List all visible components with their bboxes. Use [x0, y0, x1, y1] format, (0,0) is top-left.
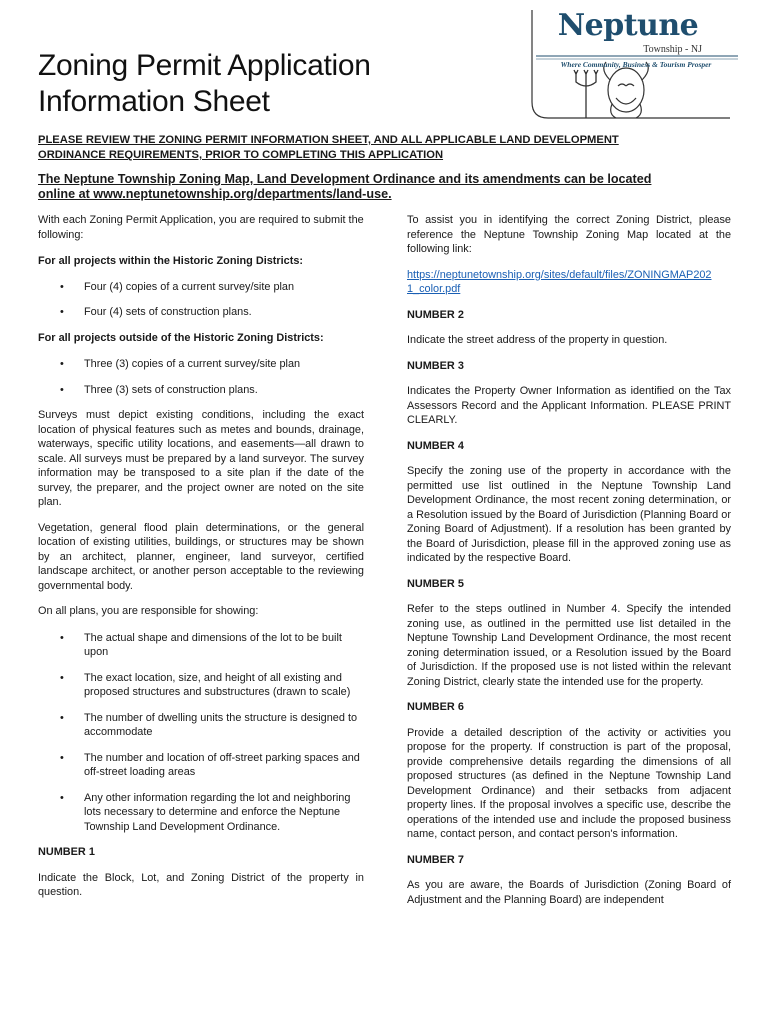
page-title [38, 48, 371, 120]
list-item: • Three (3) copies of a current survey/site plan [38, 357, 364, 372]
review-notice-line-1: PLEASE REVIEW THE ZONING PERMIT INFORMATION SHEET, AND ALL APPLICABLE LAND DEVELOPMENT [38, 134, 619, 146]
number-2-heading: NUMBER 2 [407, 308, 464, 321]
number-2-text: Indicate the street address of the property in question. [407, 334, 668, 346]
logo-wordmark: Neptune [557, 8, 699, 43]
list-item: • Four (4) copies of a current survey/site plan [38, 280, 364, 295]
number-5-text: Refer to the steps outlined in Number 4. Specify the intended zoning use, as outlined in the permitted use list detailed in the Neptune Township Land Development Ordinance, the most recent zoning determination issued, or a Resolution issued by the Board of Jurisdiction. If the proposed use is not listed within the relevant Zoning District, clearly state the intended use for the property. [407, 603, 731, 688]
number-6-text: Provide a detailed description of the activity or activities you propose for the property. If construction is part of the proposal, provide comprehensive details regarding the dimensions of all proposed structures (as defined in the Neptune Township Land Development Ordinance) and their setbacks from adjacent property lines. If the proposal involves a specific use, describe the operations of the intended use and include the proposed business name, contact person, and contact person's information. [407, 726, 731, 840]
number-1-heading: NUMBER 1 [38, 846, 95, 858]
number-6-heading: NUMBER 6 [407, 701, 464, 713]
title-line-2: Information Sheet [38, 85, 270, 118]
right-column [407, 213, 731, 907]
historic-districts-heading: For all projects within the Historic Zoning Districts: [38, 255, 304, 267]
review-notice [38, 133, 738, 163]
review-notice-line-2: ORDINANCE REQUIREMENTS, PRIOR TO COMPLETING THIS APPLICATION [38, 149, 444, 161]
number-5-heading: NUMBER 5 [407, 577, 464, 590]
logo-tagline: Where Community, Business & Tourism Prosper [560, 60, 712, 69]
zoning-map-reference: To assist you in identifying the correct Zoning District, please reference the Neptune Township Zoning Map located at the following link: [407, 214, 731, 255]
number-1-text: Indicate the Block, Lot, and Zoning District of the property in question. [38, 871, 364, 898]
zoning-map-link-line-1[interactable]: https://neptunetownship.org/sites/default/files/ZONINGMAP202 [407, 268, 712, 281]
list-item: • The exact location, size, and height of all existing and proposed structures and substructures (drawn to scale) [38, 671, 364, 700]
list-item: • The number of dwelling units the structure is designed to accommodate [38, 711, 364, 740]
number-4-heading: NUMBER 4 [407, 439, 464, 452]
list-item: • The actual shape and dimensions of the lot to be built upon [38, 631, 364, 660]
outside-historic-heading: For all projects outside of the Historic Zoning Districts: [38, 331, 324, 344]
logo-subtitle: Township - NJ [643, 44, 702, 55]
submission-intro: With each Zoning Permit Application, you are required to submit the following: [38, 214, 364, 241]
neptune-township-logo [526, 6, 746, 124]
list-item: • The number and location of off-street parking spaces and off-street loading areas [38, 751, 364, 780]
number-7-heading: NUMBER 7 [407, 853, 464, 866]
number-7-text: As you are aware, the Boards of Jurisdiction (Zoning Board of Adjustment and the Planning Board) are independent [407, 879, 731, 906]
number-4-text: Specify the zoning use of the property in accordance with the permitted use list outlined in the Neptune Township Land Development Ordinance, the most recent zoning determination, or a Resolution issued by the Board of Jurisdiction (Planning Board or Zoning Board of Adjustment). If a resolution has been granted by the Board of Jurisdiction, please fill in the approved zoning use as indicated by the respective Board. [407, 465, 731, 564]
number-3-text: Indicates the Property Owner Information as identified on the Tax Assessors Record and the Applicant Information. PLEASE PRINT CLEARLY. [407, 385, 731, 426]
zoning-map-link[interactable] [407, 268, 731, 297]
vegetation-paragraph: Vegetation, general flood plain determinations, or the general location of existing utilities, buildings, or structures may be shown by an architect, planner, engineer, land surveyor, certified landscape architect, or another person acceptable to the reviewing governmental body. [38, 521, 364, 592]
title-line-1: Zoning Permit Application [38, 49, 371, 82]
zoning-map-intro-line-1: The Neptune Township Zoning Map, Land Development Ordinance and its amendments can be located [38, 172, 652, 186]
list-item: • Any other information regarding the lot and neighboring lots necessary to determine and enforce the Neptune Township Land Development Ordinance. [38, 791, 364, 835]
list-item: • Four (4) sets of construction plans. [38, 305, 364, 320]
number-3-heading: NUMBER 3 [407, 359, 464, 372]
zoning-map-intro-line-2: online at www.neptunetownship.org/departments/land-use. [38, 187, 392, 201]
zoning-map-link-line-2[interactable]: 1_color.pdf [407, 283, 461, 295]
surveys-paragraph: Surveys must depict existing conditions, including the exact location of physical features such as metes and bounds, drainage, waterways, specific utility locations, and easements—all drawn to scale. All surveys must be prepared by a land surveyor. The survey information may be transposed to a site plan if the date of the survey, the preparer, and the project owner are noted on the site plan. [38, 409, 364, 508]
left-column [38, 213, 364, 900]
list-item: • Three (3) sets of construction plans. [38, 383, 364, 398]
plans-intro: On all plans, you are responsible for showing: [38, 605, 259, 617]
zoning-map-intro [38, 172, 728, 202]
